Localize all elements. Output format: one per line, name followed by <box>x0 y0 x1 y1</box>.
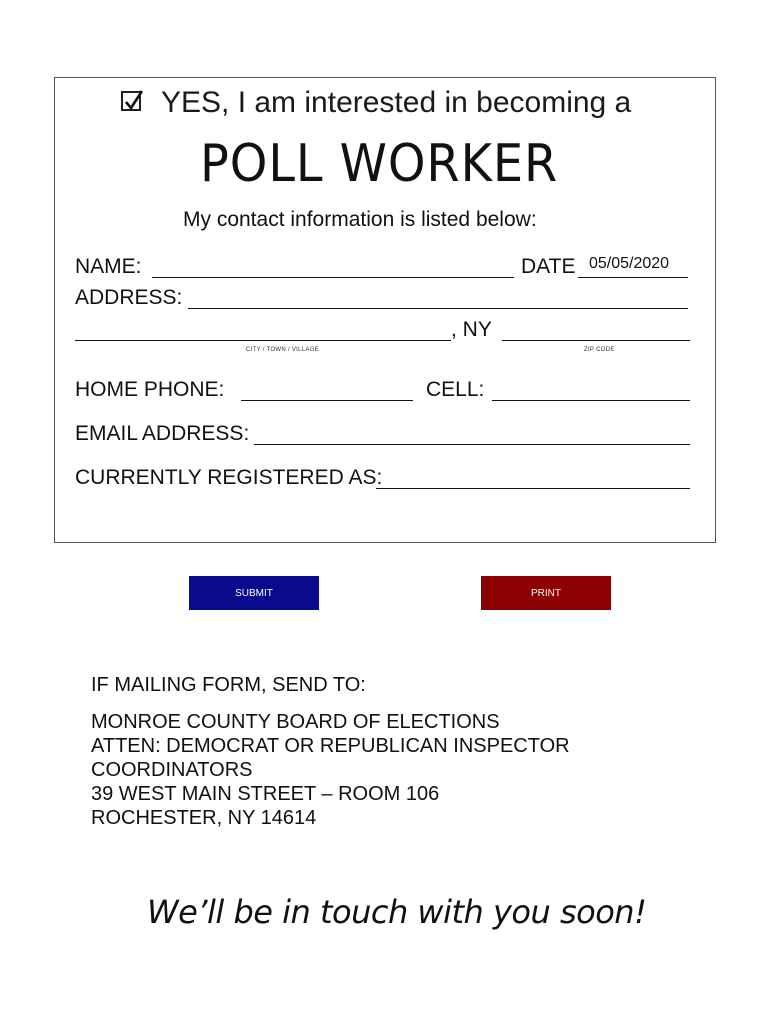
registered-label: CURRENTLY REGISTERED AS: <box>75 466 383 489</box>
mailing-line: 39 WEST MAIN STREET – ROOM 106 <box>91 783 440 805</box>
email-label: EMAIL ADDRESS: <box>75 422 250 445</box>
state-label: , NY <box>451 318 492 341</box>
city-field[interactable] <box>75 340 451 341</box>
mailing-address <box>91 710 570 830</box>
email-field[interactable] <box>254 444 690 445</box>
mailing-line: ATTEN: DEMOCRAT OR REPUBLICAN INSPECTOR <box>91 735 570 757</box>
city-caption: CITY / TOWN / VILLAGE <box>246 347 319 353</box>
date-label: DATE <box>521 255 576 278</box>
zip-field[interactable] <box>502 340 690 341</box>
address-field[interactable] <box>188 308 688 309</box>
date-value[interactable]: 05/05/2020 <box>589 255 670 272</box>
mailing-line: COORDINATORS <box>91 759 253 781</box>
cell-label: CELL: <box>426 378 485 401</box>
registered-field[interactable] <box>376 488 690 489</box>
intro-text: YES, I am interested in becoming a <box>161 86 632 119</box>
cell-field[interactable] <box>492 400 690 401</box>
submit-button[interactable]: SUBMIT <box>189 576 319 610</box>
zip-caption: ZIP CODE <box>584 347 615 353</box>
page-title: POLL WORKER <box>200 134 559 194</box>
mailing-heading: IF MAILING FORM, SEND TO: <box>91 674 366 696</box>
address-label: ADDRESS: <box>75 286 183 309</box>
print-button[interactable]: PRINT <box>481 576 611 610</box>
checkbox-checked-icon[interactable] <box>121 91 141 111</box>
name-field[interactable] <box>152 277 514 278</box>
contact-instructions: My contact information is listed below: <box>183 208 537 231</box>
mailing-line: ROCHESTER, NY 14614 <box>91 807 317 829</box>
signoff-text: We’ll be in touch with you soon! <box>147 893 647 931</box>
name-label: NAME: <box>75 255 142 278</box>
mailing-line: MONROE COUNTY BOARD OF ELECTIONS <box>91 711 500 733</box>
date-field[interactable] <box>578 277 688 278</box>
home-phone-field[interactable] <box>241 400 413 401</box>
home-phone-label: HOME PHONE: <box>75 378 225 401</box>
